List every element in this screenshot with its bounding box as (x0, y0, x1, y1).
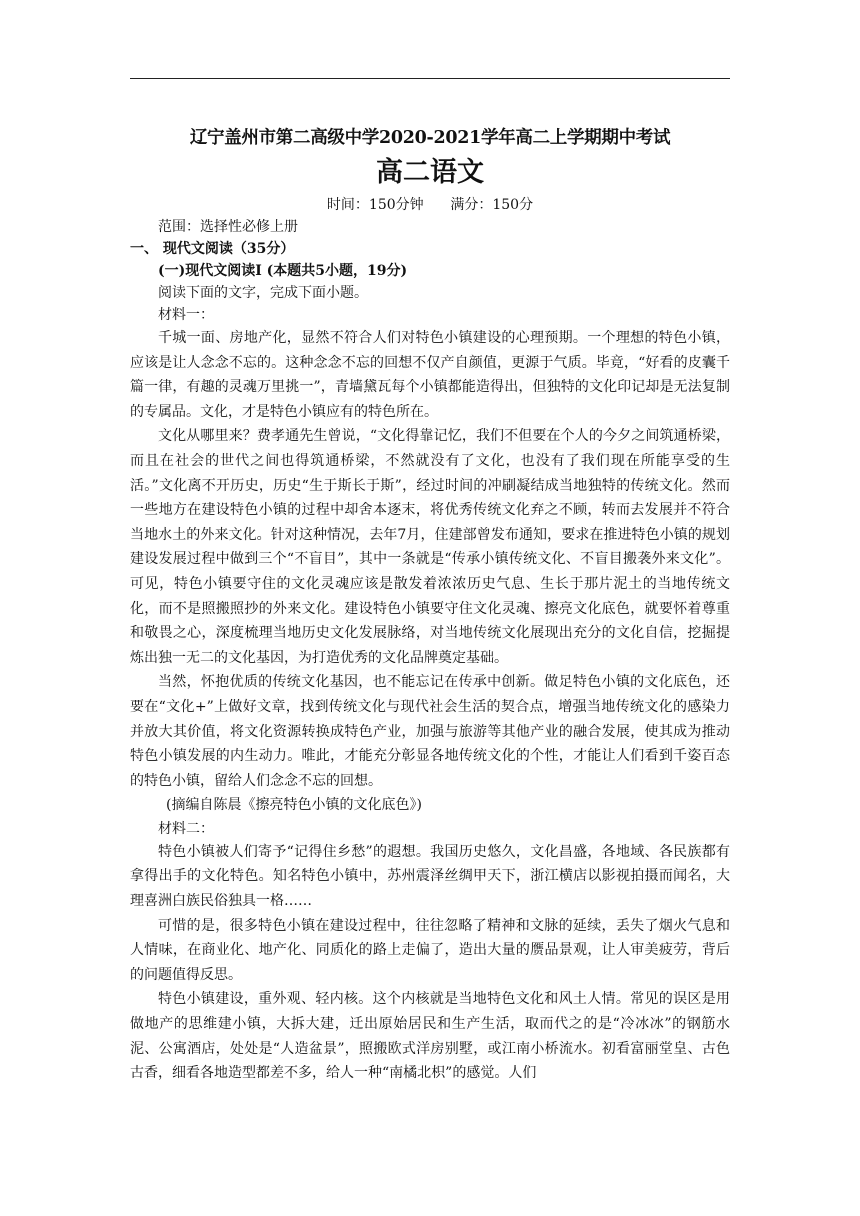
page-content (130, 124, 730, 1086)
material-1-paragraph-2: 文化从哪里来？费孝通先生曾说，“文化得靠记忆，我们不但要在个人的今夕之间筑通桥梁，而且在社会的世代之间也得筑通桥梁，不然就没有了文化，也没有了我们现在所能享受的生活。”文化离不开历史，历史“生于斯长于斯”，经过时间的冲刷凝结成当地独特的传统文化。然而一些地方在建设特色小镇的过程中却舍本逐末，将优秀传统文化弃之不顾，转而去发展并不符合当地水土的外来文化。针对这种情况，去年7月，住建部曾发布通知，要求在推进特色小镇的规划建设发展过程中做到三个“不盲目”，其中一条就是“传承小镇传统文化、不盲目搬袭外来文化”。可见，特色小镇要守住的文化灵魂应该是散发着浓浓历史气息、生长于那片泥土的当地传统文化，而不是照搬照抄的外来文化。建设特色小镇要守住文化灵魂、擦亮文化底色，就要怀着尊重和敬畏之心，深度梳理当地历史文化发展脉络，对当地传统文化展现出充分的文化自信，挖掘提炼出独一无二的文化基因，为打造优秀的文化品牌奠定基础。 (130, 428, 730, 666)
exam-time-score: 时间：150分钟 满分：150分 (326, 197, 534, 213)
material-2-paragraph-3: 特色小镇建设，重外观、轻内核。这个内核就是当地特色文化和风土人情。常见的误区是用做地产的思维建小镇，大拆大建，迁出原始居民和生产生活，取而代之的是“冷冰冰”的钢筋水泥、公寓酒店，处处是“人造盆景”，照搬欧式洋房别墅，或江南小桥流水。初看富丽堂皇、古色古香，细看各地造型都差不多，给人一种“南橘北枳”的感觉。人们 (130, 991, 730, 1082)
material-2-paragraph-2: 可惜的是，很多特色小镇在建设过程中，往往忽略了精神和文脉的延续，丢失了烟火气息和人情味，在商业化、地产化、同质化的路上走偏了，造出大量的赝品景观，让人审美疲劳，背后的问题值得反思。 (130, 917, 730, 983)
exam-scope: 范围：选择性必修上册 (158, 219, 298, 235)
material-1-paragraph-3: 当然，怀抱优质的传统文化基因，也不能忘记在传承中创新。做足特色小镇的文化底色，还要在“文化+”上做好文章，找到传统文化与现代社会生活的契合点，增强当地传统文化的感染力并放大其价值，将文化资源转换成特色产业，加强与旅游等其他产业的融合发展，使其成为推动特色小镇发展的内生动力。唯此，才能充分彰显各地传统文化的个性，才能让人们看到千姿百态的特色小镇，留给人们念念不忘的回想。 (130, 674, 730, 789)
material-2-paragraph-1: 特色小镇被人们寄予“记得住乡愁”的遐想。我国历史悠久，文化昌盛，各地域、各民族都有拿得出手的文化特色。知名特色小镇中，苏州震泽丝绸甲天下，浙江横店以影视拍摄而闻名，大理喜洲白族民俗独具一格…… (130, 843, 730, 910)
reading-instruction: 阅读下面的文字，完成下面小题。 (158, 285, 368, 301)
header-rule (130, 78, 730, 79)
material-2-label: 材料二： (158, 820, 214, 837)
exam-title: 辽宁盖州市第二高级中学2020-2021学年高二上学期期中考试 (189, 128, 671, 148)
material-1-label: 材料一： (158, 307, 214, 323)
material-1-paragraph-1: 千城一面、房地产化，显然不符合人们对特色小镇建设的心理预期。一个理想的特色小镇，应该是让人念念不忘的。这种念念不忘的回想不仅产自颜值，更源于气质。毕竟，“好看的皮囊千篇一律，有趣的灵魂万里挑一”，青墙黛瓦每个小镇都能造得出，但独特的文化印记却是无法复制的专属品。文化，才是特色小镇应有的特色所在。 (130, 330, 730, 420)
material-1-source: (摘编自陈晨《擦亮特色小镇的文化底色》) (166, 797, 422, 814)
exam-subject: 高二语文 (376, 157, 484, 188)
subsection-heading: (一)现代文阅读Ⅰ (本题共5小题，19分) (158, 263, 408, 279)
section-heading: 一、 现代文阅读（35分） (130, 241, 295, 257)
